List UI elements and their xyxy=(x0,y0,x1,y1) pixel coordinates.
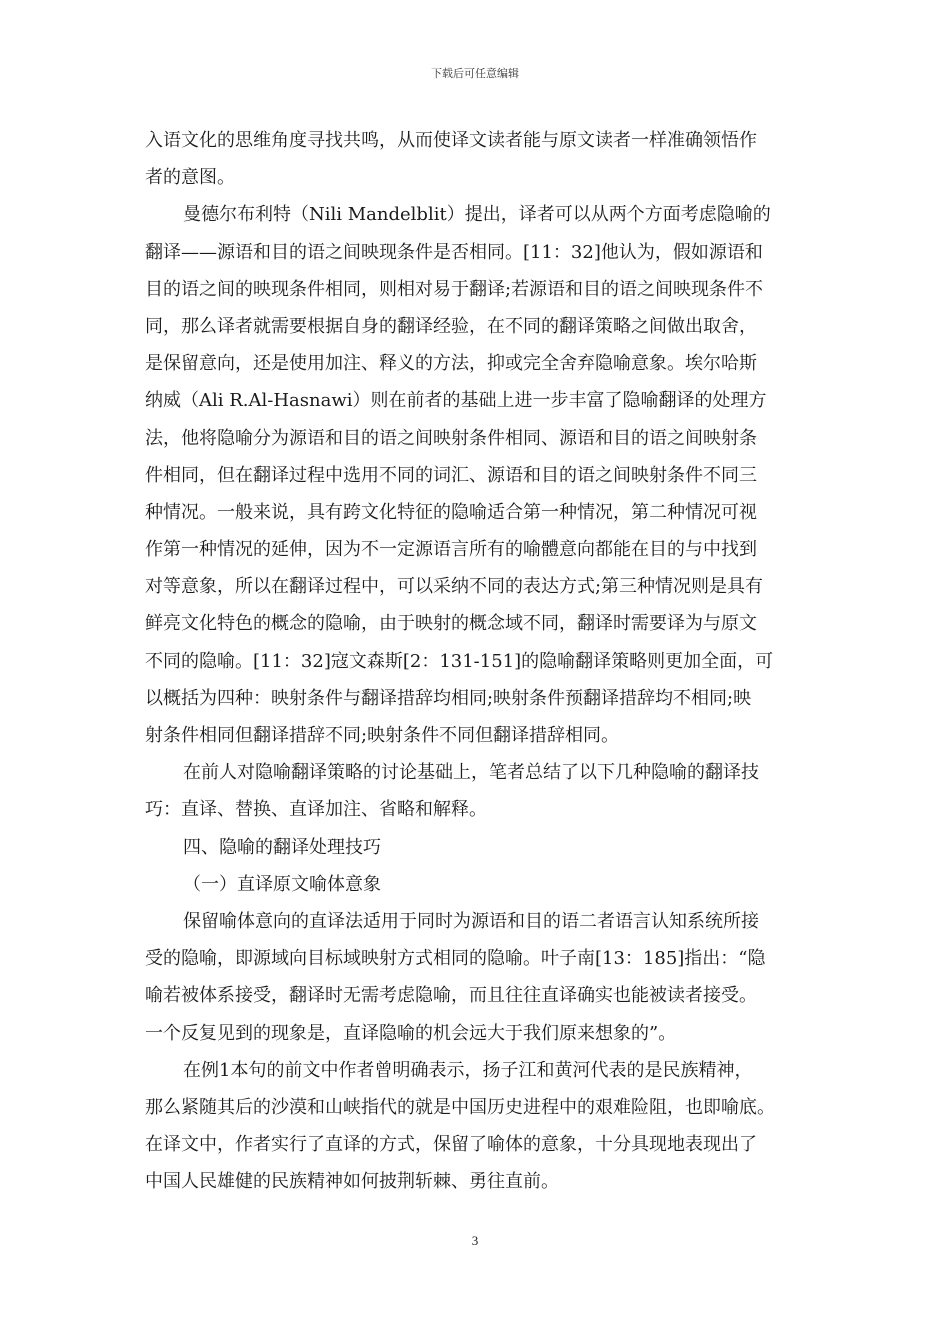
page-header: 下载后可任意编辑 xyxy=(431,67,519,80)
text-line: 四、隐喻的翻译处理技巧 xyxy=(183,836,381,858)
text-line: 目的语之间的映现条件相同，则相对易于翻译;若源语和目的语之间映现条件不 xyxy=(145,278,764,300)
text-line: 在译文中，作者实行了直译的方式，保留了喻体的意象，十分具现地表现出了 xyxy=(145,1134,757,1156)
text-line: 那么紧随其后的沙漠和山峡指代的就是中国历史进程中的艰难险阻，也即喻底。 xyxy=(145,1096,775,1118)
text-line: 中国人民雄健的民族精神如何披荆斩棘、勇往直前。 xyxy=(145,1171,559,1193)
text-line: 法，他将隐喻分为源语和目的语之间映射条件相同、源语和目的语之间映射条 xyxy=(145,427,757,449)
text-line: 件相同，但在翻译过程中选用不同的词汇、源语和目的语之间映射条件不同三 xyxy=(145,464,757,486)
text-line: 在前人对隐喻翻译策略的讨论基础上，笔者总结了以下几种隐喻的翻译技 xyxy=(183,762,759,784)
text-line: 作第一种情况的延伸，因为不一定源语言所有的喻體意向都能在目的与中找到 xyxy=(145,539,757,561)
text-line: （一）直译原文喻体意象 xyxy=(183,873,381,895)
text-line: 巧：直译、替换、直译加注、省略和解释。 xyxy=(145,799,487,821)
text-line: 一个反复见到的现象是，直译隐喻的机会远大于我们原来想象的”。 xyxy=(145,1022,677,1044)
text-line: 受的隐喻，即源域向目标域映射方式相同的隐喻。叶子南[13：185]指出：“隐 xyxy=(145,948,766,970)
text-line: 是保留意向，还是使用加注、释义的方法，抑或完全舍弃隐喻意象。埃尔哈斯 xyxy=(145,353,757,375)
text-line: 喻若被体系接受，翻译时无需考虑隐喻，而且往往直译确实也能被读者接受。 xyxy=(145,985,757,1007)
text-line: 曼德尔布利特（Nili Mandelblit）提出，译者可以从两个方面考虑隐喻的 xyxy=(183,204,771,226)
text-line: 种情况。一般来说，具有跨文化特征的隐喻适合第一种情况，第二种情况可视 xyxy=(145,501,757,523)
text-line: 不同的隐喻。[11：32]寇文森斯[2：131-151]的隐喻翻译策略则更加全面，可 xyxy=(145,650,774,672)
text-line: 射条件相同但翻译措辞不同;映射条件不同但翻译措辞相同。 xyxy=(145,725,620,746)
document-body xyxy=(145,122,807,1200)
text-line: 对等意象，所以在翻译过程中，可以采纳不同的表达方式;第三种情况则是具有 xyxy=(145,576,764,598)
text-line: 者的意图。 xyxy=(145,167,235,189)
text-line: 以概括为四种：映射条件与翻译措辞均相同;映射条件预翻译措辞均不相同;映 xyxy=(145,687,752,709)
text-line: 保留喻体意向的直译法适用于同时为源语和目的语二者语言认知系统所接 xyxy=(183,910,759,932)
text-line: 在例1本句的前文中作者曾明确表示，扬子江和黄河代表的是民族精神， xyxy=(183,1059,753,1081)
text-line: 翻译——源语和目的语之间映现条件是否相同。[11：32]他认为，假如源语和 xyxy=(145,241,763,263)
text-line: 入语文化的思维角度寻找共鸣，从而使译文读者能与原文读者一样准确领悟作 xyxy=(145,130,757,151)
text-line: 纳威（Ali R.Al-Hasnawi）则在前者的基础上进一步丰富了隐喻翻译的处理方 xyxy=(145,390,767,412)
text-line: 鲜亮文化特色的概念的隐喻，由于映射的概念域不同，翻译时需要译为与原文 xyxy=(145,613,757,635)
page-number: 3 xyxy=(471,1233,479,1248)
text-line: 同，那么译者就需要根据自身的翻译经验，在不同的翻译策略之间做出取舍， xyxy=(145,315,757,337)
